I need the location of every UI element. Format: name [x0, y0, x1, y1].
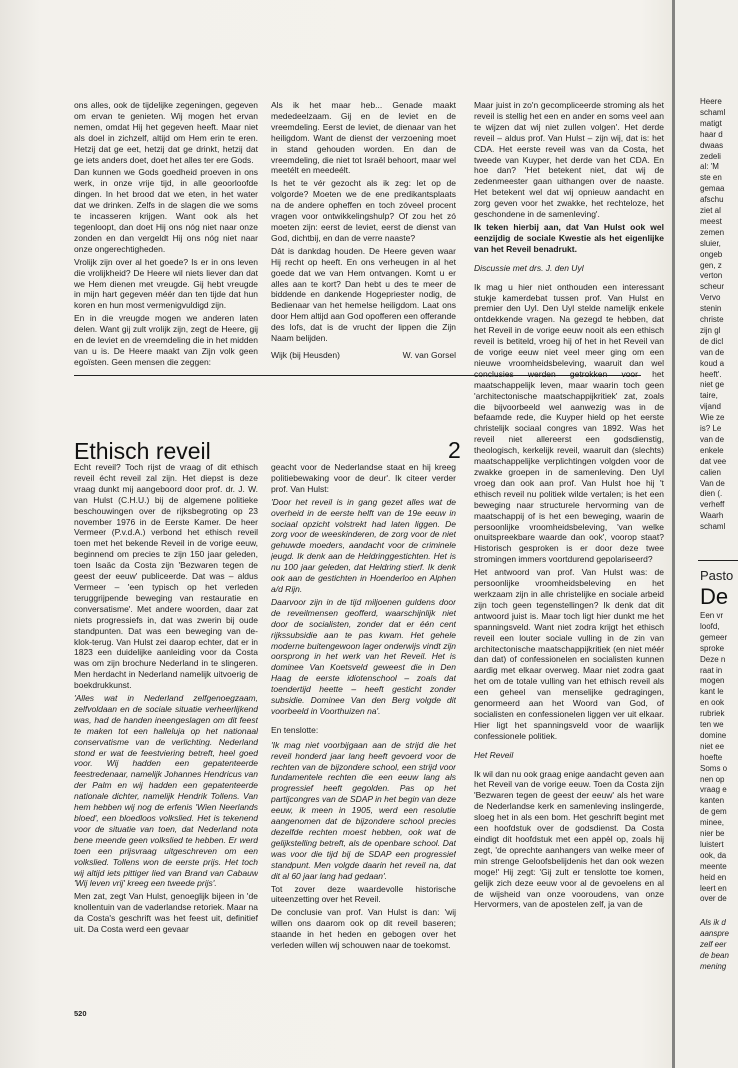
strip-heading: De	[700, 584, 729, 609]
strip-line: gen, z	[700, 260, 722, 270]
strip-line: ziet al	[700, 206, 721, 215]
article-title: Ethisch reveil	[74, 438, 211, 464]
strip-line: mening	[700, 961, 727, 971]
strip-line: heid en	[700, 872, 727, 882]
paragraph: Tot zover deze waardevolle historische uiteenzetting over het Reveil.	[271, 883, 456, 905]
strip-line: nen op	[700, 774, 725, 784]
strip-line: heeft'.	[700, 369, 722, 379]
strip-line: hoefte	[700, 752, 723, 762]
quote-paragraph: 'Door het reveil is in gang gezet alles wat de overheid in de eerste helft van de 19e eeuw in sociaal opzicht volstrekt had laten liggen. De zorg voor de weeskinderen, de zorg voor de niet gehuwde moeders, aandacht voor de criminele jeugd. Ik denk aan de Heldringgestichten. Het is nu 100 jaar geleden, dat Heldring stierf. Ik denk ook aan de gestichten in Hoenderloo en Alphen a/d Rijn.	[271, 496, 456, 594]
paragraph: Dan kunnen we Gods goedheid proeven in ons werk, in onze vrije tijd, in alle geoorloofde dingen. In het brood dat we eten, in het water dat we drinken. Zelfs in de slagen die we soms te incasseren krijgen. Want ook als het tegenloopt, dan doet Hij ons nóg niet naar onze zonden en dan vergeldt Hij ons nóg niet naar onze ongerechtigheden.	[74, 167, 258, 254]
strip-line: Soms o	[700, 763, 728, 773]
strip-line: niet ee	[700, 741, 725, 751]
paragraph: En in die vreugde mogen we anderen laten delen. Want gij zult vrolijk zijn, zegt de Heere, gij en de leviet en de vreemdeling die in het midden van u is. De Heere maakt van Zijn volk geen egoïsten. Geen mensen die zeggen:	[74, 313, 258, 367]
paragraph: Maar juist in zo'n gecompliceerde stroming als het reveil is stellig het een en ander en soms veel aan te wijzen dat wij niet zullen volgen'. Het derde reveil – aldus prof. Van Hulst – zijn wij, dat is: het CDA. Het eerste reveil was van da Costa, het tweede van Kuyper, het derde van het CDA. En hoe dan? 'Het betekent niet, dat wij de zedenmeester gaan uithangen over de naaste. Het betekent wel dat wij opnieuw aandacht en zorg geven voor het zwakke, het rechteloze, het geschondene in de samenleving'.	[474, 100, 664, 220]
strip-line: domine	[700, 730, 727, 740]
column-1-top	[74, 100, 258, 372]
paragraph: Vrolijk zijn over al het goede? Is er in ons leven die vrolijkheid? De Heere wil niets liever dan dat we Hem dienen met vreugde. Gij hebt vreugde in mijn hart gegeven méér dan ten tijde dat hun koren en hun most vermenigvuldigd zijn.	[74, 256, 258, 311]
strip-line: raat in	[700, 665, 723, 675]
strip-line: verheff	[700, 500, 725, 510]
strip-line: ook, da	[700, 850, 727, 860]
strip-line: sluier,	[700, 238, 721, 248]
strip-line: gemaa	[700, 184, 725, 194]
paragraph: Men zat, zegt Van Hulst, genoeglijk bijeen in 'de knollentuin van de vaderlandse retoriek. Maar na da Costa's geschrift was het feest uit, definitief uit. Da Costa werd een gevaar	[74, 891, 258, 935]
strip-line: afschu	[700, 195, 724, 205]
strip-line: nier be	[700, 829, 725, 838]
strip-line: over de	[700, 894, 727, 904]
strip-line: de bean	[700, 950, 729, 960]
paragraph: Ik wil dan nu ook graag enige aandacht geven aan het Reveil van de vorige eeuw. Toen da Costa zijn 'Bezwaren tegen de geest der eeuw' als het ware de Nederlandse kerk en samenleving inslingerde, sloeg het in als een bom. Het geschrift begint met een hoofdstuk over de godsdienst. Da Costa eindigt dit hoofdstuk met een appèl op, zoals hij zegt, 'de oprechte aanhangers van welke meer of min strenge Geloofsbelijdenis het dan ook wezen moge!' Hij zegt: 'Gij zult er tenslotte toe komen, gelijk zich deze eeuw voor al de gevoelens en al de wijsheid van onze vooroudens, van onze Hervormers, van de apostelen zelf, ja van de	[474, 768, 664, 910]
strip-line: dat vee	[700, 456, 727, 466]
quote-paragraph: 'Alles wat in Nederland zelfgenoegzaam, zelfvoldaan en de sociale situatie verheerlijkend was, had de handen ineengeslagen om dit feest te maken tot een halleluja op het nationaal conservatisme van de verlichting. Nederland stond er wat de feestviering betreft, heel goed voor. Wij hadden een gepatenteerde feestredenaar, namelijk Johannes Hendricus van der Palm en wij hadden een gepatenteerde nationale dichter, namelijk Hendrik Tollens. Van hem hebben wij nog de erfenis 'Wien Neerlands bloed', een bloedloos volkslied. Het is tekenend voor de situatie van toen, dat Nederland nota bene meende geen volkslied te hebben. Er werd toen een prijsvraag uitgeschreven om een volkslied. Tollens won de eerste prijs. Het toch wij altijd iets pittiger lied van Brand van Cabauw 'Wij leven vrij' kreeg een tweede prijs'.	[74, 693, 258, 889]
strip-line: loofd,	[700, 621, 720, 631]
strip-line: haar d	[700, 129, 723, 139]
strip-line: ten we	[700, 720, 724, 729]
strip-line: ste en	[700, 173, 722, 183]
signature-author: W. van Gorsel	[402, 349, 456, 360]
quote-paragraph: 'Ik mag niet voorbijgaan aan de strijd die het reveil honderd jaar lang heeft gevoerd voor de rechten van de bijzondere school, een strijd voor fundamentele rechten die een eeuw lang als progressief heeft gegolden. Pas op het partijcongres van de SDAP in het begin van deze eeuw, ik meen in 1905, werd een resolutie aangenomen dat de bijzondere school precies dezelfde rechten moest hebben, ook wat de gelijkstelling betreft, als de openbare school. Dat was voor die tijd bij de SDAP een progressief standpunt. Men volgde daarin het reveil na, dat dit al 60 jaar lang had gedaan'.	[271, 739, 456, 881]
strip-divider	[698, 560, 738, 561]
strip-line: koud a	[700, 358, 725, 368]
column-3-article	[474, 100, 664, 980]
strip-line: schaml	[700, 107, 726, 117]
strip-line: mogen	[700, 676, 725, 686]
strip-line: Wie ze	[700, 413, 725, 423]
strip-line: Een vr	[700, 611, 724, 620]
paragraph: Het antwoord van prof. Van Hulst was: de persoonlijke vroomheidsbeleving en het werkzaam zijn in alle christelijke en sociale arbeid zijn toch geen tegenstellingen? Ik denk dat dit antwoord juist is. Maar toch ligt hier dunkt me het spanningsveld. Want niet zodra krijgt het ethisch reveil een louter sociale vulling in de zin van architectonische maatschappijkritiek (en niet méér dan dat) of confessionelen en socialisten kunnen aardig met elkaar overweg. Maar niet zodra gaat het om de totale vulling van het ethisch reveil als een geheel van menselijke gedragingen, genormeerd aan het Woord van God, of socialisten en confessionelen liggen ver uit elkaar. Hier ligt het spanningsveld voor de waarlijk confessionele politiek.	[474, 567, 664, 741]
strip-line: luistert	[700, 839, 724, 849]
strip-line: en ook	[700, 698, 725, 708]
strip-line: Vervo	[700, 293, 721, 303]
paragraph: Is het te vér gezocht als ik zeg: let op de volgorde? Moeten we de ene predikantsplaats na de andere opheffen en toch zóveel procent vragen voor ontwikkelingshulp? Of zou het zó moeten zijn: eerst de leviet, eerst de dienst van God, dichtbij, en dan de verre naaste?	[271, 178, 456, 243]
strip-line: zelf eer	[700, 939, 727, 949]
subheading: Het Reveil	[474, 749, 514, 760]
strip-line: kanten	[700, 796, 725, 806]
strip-line: de dicl	[700, 336, 724, 346]
strip-line: zemen	[700, 227, 725, 237]
strip-line: calien	[700, 467, 721, 477]
adjacent-page-strip	[672, 0, 738, 1068]
quote-paragraph: Daarvoor zijn in de tijd miljoenen guldens door de reveilmensen geofferd, waarschijnlijk niet door de socialisten, zonder dat er één cent rijkssubsidie aan te pas kwam. Het gehele moderne buitengewoon lager onderwijs vindt zijn oorsprong in het werk van het Reveil. Het is dominee Van Koetsveld geweest die in Den Haag de eerste idiotenschool – zoals dat toendertijd heette – heeft gesticht zonder subsidie. Dominee Van den Berg volgde dit voorbeeld in Voorthuizen na'.	[271, 596, 456, 716]
strip-line: rubriek	[700, 709, 725, 719]
column-1-article	[74, 462, 258, 1008]
column-2-top	[271, 100, 456, 372]
strip-line: schaml	[700, 522, 726, 532]
strip-line: scheur	[700, 282, 725, 292]
strip-line: enkele	[700, 445, 724, 455]
paragraph: En tenslotte:	[271, 724, 319, 735]
signature-place: Wijk (bij Heusden)	[271, 349, 340, 360]
strip-line: al: 'M	[700, 162, 719, 172]
page-number: 520	[74, 1009, 87, 1018]
paragraph-bold: Ik teken hierbij aan, dat Van Hulst ook wel eenzijdig de sociale Kwestie als het eigenlijke van het Reveil benadrukt.	[474, 221, 664, 254]
strip-line: kant le	[700, 687, 724, 697]
strip-line: stenin	[700, 304, 722, 314]
strip-line: van de	[700, 347, 725, 357]
strip-line: dien (.	[700, 489, 723, 499]
strip-line: christe	[700, 315, 724, 324]
strip-line: meest	[700, 216, 722, 226]
strip-line: Deze n	[700, 654, 726, 664]
column-2-article	[271, 462, 456, 1008]
strip-line: de gem	[700, 807, 727, 817]
strip-line: van de	[700, 434, 725, 444]
strip-line: zijn gl	[700, 325, 721, 335]
paragraph: ons alles, ook de tijdelijke zegeningen, gegeven om ervan te genieten. Wij mogen het ervan nemen, omdat Hij het gegeven heeft. Maar niet als doel in zichzelf, altijd om Hem erin te eren. Hetzij dat ge eet, hetzij dat ge drinkt, hetzij dat ge iets anders doet, doet het alles ter ere Gods.	[74, 100, 258, 165]
subheading: Discussie met drs. J. den Uyl	[474, 262, 584, 273]
strip-line: verton	[700, 271, 723, 281]
paragraph: De conclusie van prof. Van Hulst is dan: 'wij willen ons daarom ook op dit reveil baseren; staande in het heden en gebogen over het verleden willen wij schouwen naar de toekomst.	[271, 907, 456, 951]
strip-line: Heere	[700, 97, 722, 106]
strip-line: meente	[700, 861, 727, 871]
strip-line: sproke	[700, 643, 725, 653]
strip-line: gemeer	[700, 632, 728, 642]
strip-line: taire,	[700, 391, 718, 401]
strip-line: dwaas	[700, 140, 724, 150]
strip-line: zedeli	[700, 151, 721, 161]
strip-line: vraag e	[700, 785, 727, 795]
author-signature	[271, 350, 456, 361]
strip-line: matigt	[700, 118, 722, 128]
paragraph: Dát is dankdag houden. De Heere geven waar Hij recht op heeft. En ons verheugen in al het goede dat we van Hem ontvangen. Komt u er alles aan te kort? Dan hebt u des te meer de biddende en dankende Hogepriester nodig, de Bedienaar van het hemelse heiligdom. Laat ons door Hem altijd aan God opofferen een offerande des lofs, dat is de vrucht der lippen die Zijn Naam belijden.	[271, 245, 456, 344]
strip-line: niet ge	[700, 380, 725, 390]
strip-line: Waarh	[700, 511, 724, 521]
strip-category: Pasto	[700, 568, 734, 583]
strip-line: aanspre	[700, 928, 729, 938]
strip-line: is? Le	[700, 424, 722, 433]
strip-line: vijand	[700, 402, 721, 412]
strip-line: minee,	[700, 818, 725, 828]
paragraph: Echt reveil? Toch rijst de vraag of dit ethisch reveil écht reveil zal zijn. Het diepst is deze vraag dunkt mij aangeboord door prof. dr. J. W. van Hulst (C.H.U.) bij de algemene politieke beschouwingen over de rijksbegroting op 23 november 1976 in de Eerste Kamer. De heer Vermeer (P.v.d.A.) verbond het ethisch reveil toen met het bekende Reveil in de vorige eeuw, beginnend om precies te zijn 150 jaar geleden, toen Isaäc da Costa zijn 'Bezwaren tegen de geest der eeuw' publiceerde. Dat was – aldus Vermeer – 'een typisch op het verleden teruggrijpende beweging van restauratie en conversatisme'. Met andere woorden, daar zat niets progressiefs in, dat was zwerin bij oude standpunten. Dat was een beweging van de-klok-terug. Van Hulst zei daarop echter, dat er in 1823 een duidelijke aanleiding voor da Costa was om zijn brochure Nederland in te slingeren. Men herdacht in Nederland namelijk uitvoerig de boekdrukkunst.	[74, 462, 258, 691]
paragraph: Als ik het maar heb... Genade maakt mededeelzaam. Gij en de leviet en de vreemdeling. Eerst de leviet, de dienaar van het heiligdom. Want de dienst der verzoening moet in stand gehouden worden. En dan de vreemdeling, die niet tot Israël behoort, maar wel meetélt en meedeélt.	[271, 100, 456, 176]
article-part-number: 2	[448, 437, 461, 463]
strip-line: leert en	[700, 883, 727, 893]
strip-line: Als ik d	[700, 918, 726, 927]
strip-line: Van de	[700, 478, 725, 488]
paragraph: Ik mag u hier niet onthouden een interessant stukje kamerdebat tussen prof. Van Hulst en premier den Uyl. Den Uyl stelde namelijk enkele ontdekkende vragen. Na gezegd te hebben, dat het Reveil in de vorige eeuw nooit als een ethisch reveil is betiteld, vroeg hij of het in het Reveil van de vorige eeuw niet veel meer ging om een nieuwe vroomheidsbeleving, waaruit dan wel conclusies werden getrokken voor het maatschappelijk leven, maar waarin toch geen 'architectonische maatschappijkritiek' zat, zoals die bijvoorbeeld wel aanwezig was in de befaamde rede, die Kuyper hield op het eerste christelijk sociaal congres van 1892. Was het reveil niet allereerst een godsdienstig, theologisch, kerkelijk reveil, waaruit dan (slechts) maatschappelijke verplichtingen volgden voor de zwakke groepen in de samenleving. Den Uyl vroeg dan ook aan prof. Van Hulst hoe hij 't ethisch reveil nu politiek wilde vertalen; is het een beweging naar structurele hervorming van de maatschappij of is het een beweging, waarin de persoonlijke vroomheidsbeleving, 'van welke onuitspreekbare waarde dan ook', voorop staat? Historisch gesproken is er door deze twee stromingen immers voortdurend gepolariseerd?	[474, 281, 664, 565]
paragraph: geacht voor de Nederlandse staat en hij kreeg politiebewaking voor de deur'. Ik citeer verder prof. Van Hulst:	[271, 462, 456, 494]
strip-line: ongeb	[700, 249, 723, 259]
